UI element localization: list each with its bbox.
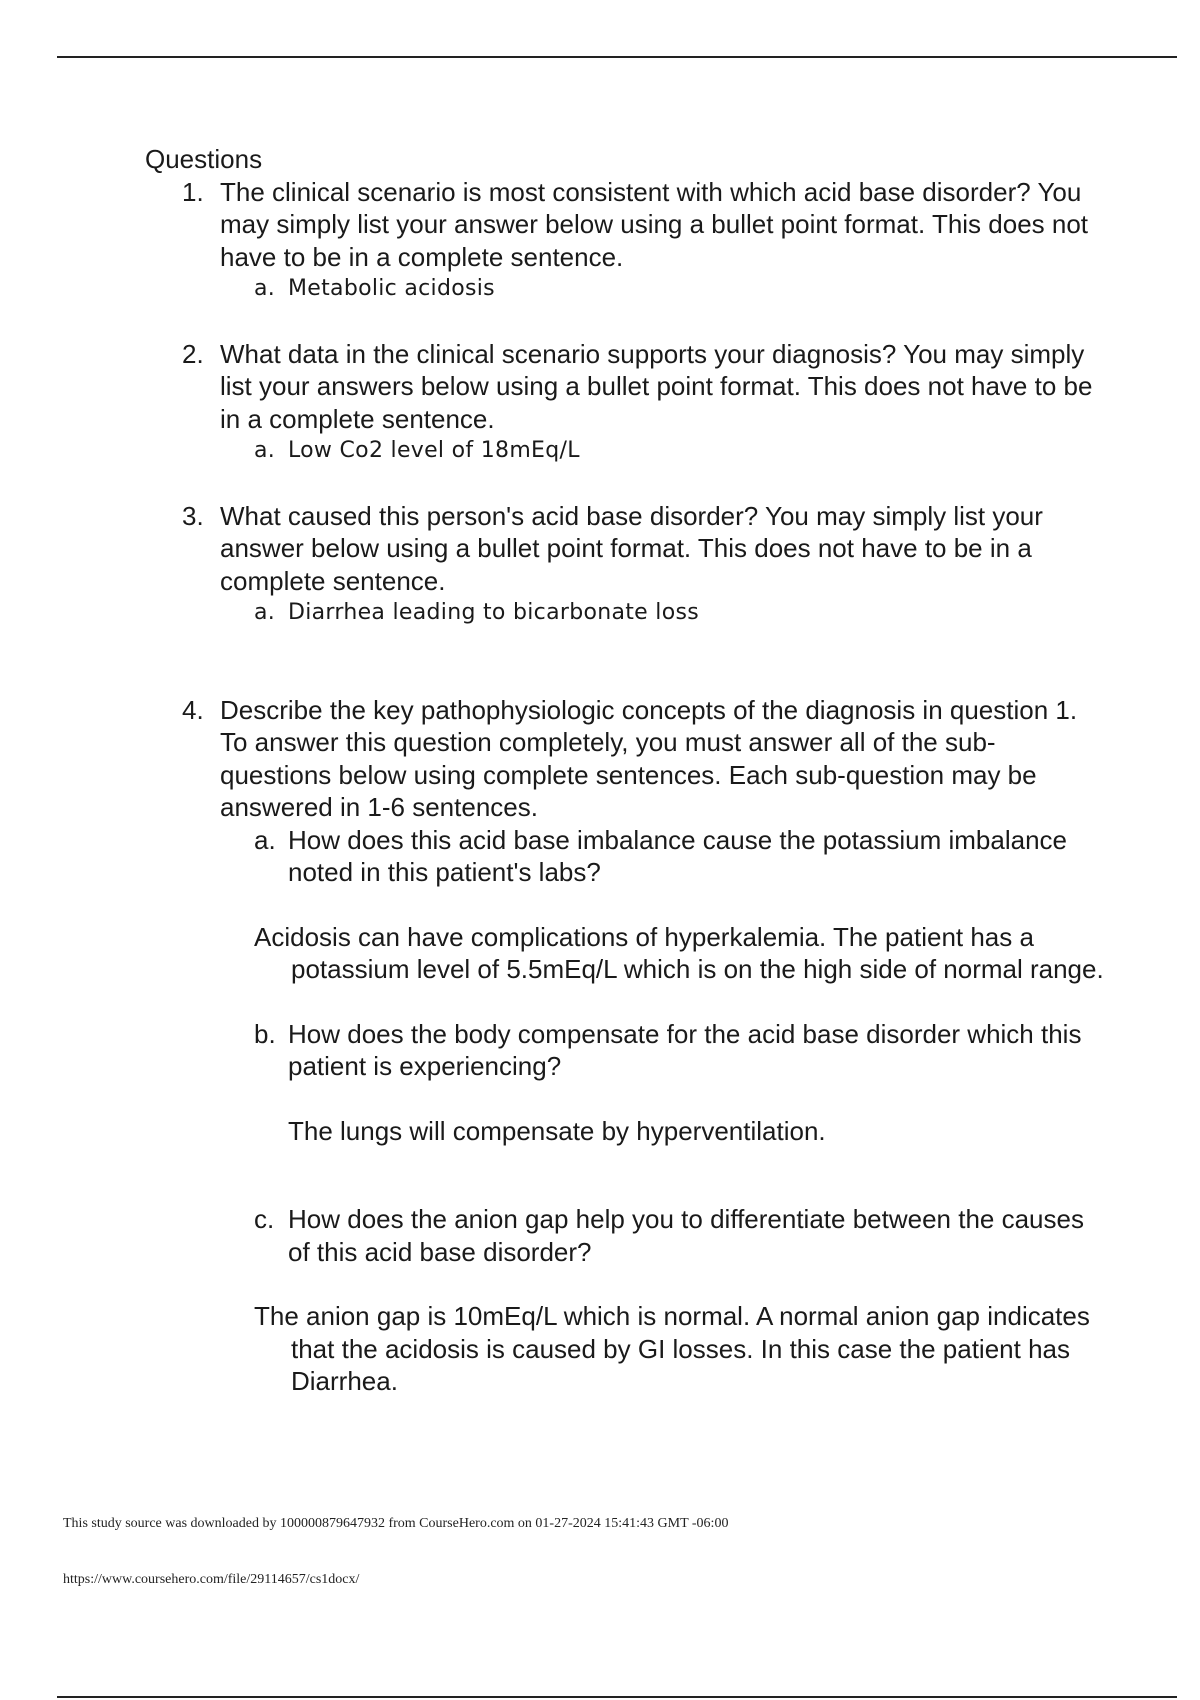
question-text: Describe the key pathophysiologic concepts of the diagnosis in question 1. To answer this question completely, you must answer all of the sub-questions below using complete sentences. Each sub-question may be answered in 1-6 sentences. xyxy=(220,694,1078,822)
question-number: 3. xyxy=(182,500,204,531)
sub-question-letter: b. xyxy=(254,1018,276,1049)
question-4 xyxy=(145,694,1105,1398)
document-body xyxy=(145,143,1105,1398)
answer-item xyxy=(145,597,1105,630)
answer-letter: a. xyxy=(254,276,276,301)
question-2 xyxy=(145,338,1105,468)
question-1 xyxy=(145,176,1105,306)
sub-answer-a: Acidosis can have complications of hyperkalemia. The patient has a potassium level of 5.5mEq/L which is on the high side of normal range. xyxy=(254,921,1104,984)
question-text: What data in the clinical scenario supports your diagnosis? You may simply list your answers below using a bullet point format. This does not have to be in a complete sentence. xyxy=(220,338,1093,434)
question-text: The clinical scenario is most consistent with which acid base disorder? You may simply list your answer below using a bullet point format. This does not have to be in a complete sentence. xyxy=(220,176,1089,272)
download-notice: This study source was downloaded by 100000879647932 from CourseHero.com on 01-27-2024 15:41:43 GMT -06:00 xyxy=(63,1516,729,1531)
sub-question-letter: a. xyxy=(254,824,276,855)
bottom-rule xyxy=(57,1696,1177,1698)
questions-heading: Questions xyxy=(145,144,263,174)
sub-question-c xyxy=(145,1203,1105,1268)
sub-answer-b: The lungs will compensate by hyperventilation. xyxy=(288,1115,826,1146)
question-3 xyxy=(145,500,1105,630)
answer-text: Low Co2 level of 18mEq/L xyxy=(288,438,580,463)
answer-letter: a. xyxy=(254,438,276,463)
answer-item xyxy=(145,273,1105,306)
sub-question-a xyxy=(145,824,1105,889)
sub-question-b xyxy=(145,1018,1105,1083)
question-number: 4. xyxy=(182,694,204,725)
source-url[interactable]: https://www.coursehero.com/file/29114657/cs1docx/ xyxy=(63,1572,360,1587)
question-text: What caused this person's acid base disorder? You may simply list your answer below using a bullet point format. This does not have to be in a complete sentence. xyxy=(220,500,1043,596)
answer-letter: a. xyxy=(254,600,276,625)
top-rule xyxy=(57,56,1177,58)
sub-question-text: How does the body compensate for the acid base disorder which this patient is experiencing? xyxy=(288,1018,1082,1081)
sub-question-text: How does this acid base imbalance cause the potassium imbalance noted in this patient's labs? xyxy=(288,824,1067,887)
sub-answer-c: The anion gap is 10mEq/L which is normal. A normal anion gap indicates that the acidosis is caused by GI losses. In this case the patient has Diarrhea. xyxy=(254,1301,1090,1396)
answer-item xyxy=(145,435,1105,468)
sub-question-text: How does the anion gap help you to differentiate between the causes of this acid base disorder? xyxy=(288,1204,1084,1267)
answer-text: Diarrhea leading to bicarbonate loss xyxy=(288,600,699,625)
question-number: 1. xyxy=(182,176,204,207)
sub-question-letter: c. xyxy=(254,1204,275,1234)
answer-text: Metabolic acidosis xyxy=(288,276,495,301)
question-number: 2. xyxy=(182,338,204,369)
